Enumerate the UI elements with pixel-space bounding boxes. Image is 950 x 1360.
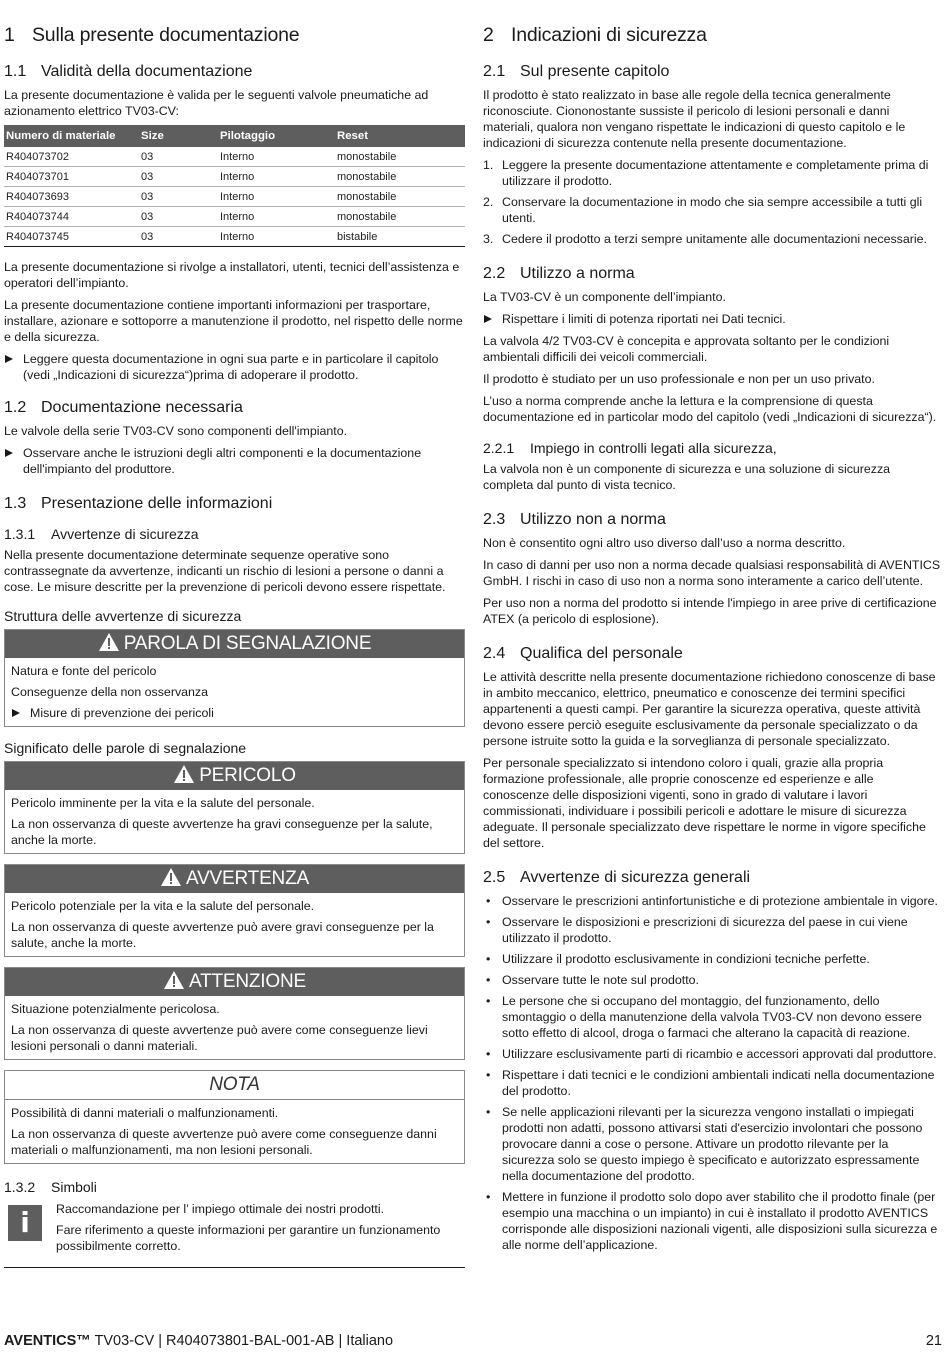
section-number: 2.5 bbox=[483, 869, 506, 886]
section-number: 1.3.1 bbox=[4, 526, 36, 542]
table-cell: monostabile bbox=[335, 207, 465, 227]
warning-text: Pericolo potenziale per la vita e la salute del personale. bbox=[11, 899, 315, 913]
table-row bbox=[4, 187, 465, 207]
step-item bbox=[483, 231, 941, 247]
warning-text: La non osservanza di queste avvertenze ha gravi conseguenze per la salute, anche la morte. bbox=[11, 817, 433, 847]
list-item: • Le persone che si occupano del montaggio, del funzionamento, dello smontaggio o della manutenzione della valvola TV03-CV non devono essere sotto effetto di alcool, droga o farmaci che alterano la capacità di reazione. bbox=[483, 993, 941, 1041]
table-cell: R404073744 bbox=[4, 207, 139, 227]
warnings-paragraph: Nella presente documentazione determinate sequenze operative sono contrassegnate da avvertenze, indicanti un rischio di lesioni a persone o danni a cose. Le misure descritte per la prevenzione di pericoli devono essere rispettate. bbox=[4, 548, 446, 594]
section-1-2-heading bbox=[4, 397, 465, 419]
list-item: • Rispettare i dati tecnici e le condizioni ambientali indicati nella documentazione del prodotto. bbox=[483, 1067, 941, 1099]
table-header-cell: Size bbox=[139, 125, 218, 147]
table-row bbox=[4, 227, 465, 247]
table-cell: Interno bbox=[218, 207, 335, 227]
section-title: Qualifica del personale bbox=[520, 645, 683, 662]
section-title: Sul presente capitolo bbox=[520, 63, 670, 80]
action-step: Leggere questa documentazione in ogni sua parte e in particolare il capitolo (vedi „Indicazioni di sicurezza“)prima di adoperare il prodotto. bbox=[4, 351, 465, 383]
table-cell: monostabile bbox=[335, 147, 465, 167]
validity-intro: La presente documentazione è valida per le seguenti valvole pneumatiche ad azionamento elettrico TV03-CV: bbox=[4, 88, 429, 118]
section-1-heading bbox=[4, 22, 465, 48]
section-2-4-heading bbox=[483, 643, 941, 665]
qualification-paragraph: Per personale specializzato si intendono coloro i quali, grazie alla propria formazione professionale, alle proprie conoscenze ed esperienze e alle conoscenze delle disposizioni vigenti, sono in grado di valutare i lavori commissionati, individuare i possibili pericoli e adottare le misure di sicurezza adeguate. Il personale specializzato deve rispettare le norme in vigore specifiche del settore. bbox=[483, 756, 926, 850]
caution-bar bbox=[5, 968, 464, 996]
list-item: • Mettere in funzione il prodotto solo dopo aver stabilito che il prodotto finale (per esempio una macchina o un impianto) in cui è installato il prodotto AVENTICS corrisponde alle disposizioni nazionali vigenti, alle disposizioni sulla sicurezza e alle norme dell’applicazione. bbox=[483, 1189, 941, 1253]
info-icon: i bbox=[8, 1205, 42, 1241]
step-number: 1. bbox=[483, 158, 494, 172]
signal-word-label: ATTENZIONE bbox=[189, 971, 306, 992]
page-number: 21 bbox=[925, 1333, 942, 1349]
document-reference: TV03-CV | R404073801-BAL-001-AB | Italiano bbox=[94, 1333, 394, 1349]
info-symbol-block bbox=[4, 1201, 465, 1268]
table-cell: R404073693 bbox=[4, 187, 139, 207]
table-cell: R404073745 bbox=[4, 227, 139, 247]
table-cell: 03 bbox=[139, 167, 218, 187]
warning-triangle-icon bbox=[98, 632, 120, 652]
section-number: 2.2 bbox=[483, 265, 506, 282]
caution-box bbox=[4, 967, 465, 1060]
table-cell: 03 bbox=[139, 147, 218, 167]
section-title: Avvertenze di sicurezza generali bbox=[520, 869, 751, 886]
list-item: • Utilizzare il prodotto esclusivamente in condizioni tecniche perfette. bbox=[483, 951, 941, 967]
list-item: • Osservare le disposizioni e prescrizioni di sicurezza del paese in cui viene utilizzato il prodotto. bbox=[483, 914, 941, 946]
warning-text: Possibilità di danni materiali o malfunzionamenti. bbox=[11, 1106, 279, 1120]
table-cell: monostabile bbox=[335, 167, 465, 187]
section-title: Utilizzo non a norma bbox=[520, 511, 666, 528]
warning-triangle-icon bbox=[160, 867, 182, 887]
section-title: Documentazione necessaria bbox=[41, 399, 243, 416]
meaning-heading: Significato delle parole di segnalazione bbox=[4, 740, 247, 756]
intended-use-paragraph: La valvola 4/2 TV03-CV è concepita e approvata soltanto per le condizioni ambientali difficili dei veicoli commerciali. bbox=[483, 334, 890, 364]
action-step: Osservare anche le istruzioni degli altri componenti e la documentazione dell'impianto del produttore. bbox=[4, 445, 465, 477]
list-item: • Utilizzare esclusivamente parti di ricambio e accessori approvati dal produttore. bbox=[483, 1046, 941, 1062]
section-title: Impiego in controlli legati alla sicurezza, bbox=[530, 440, 777, 456]
section-2-heading bbox=[483, 22, 941, 48]
structure-heading: Struttura delle avvertenze di sicurezza bbox=[4, 608, 242, 624]
table-header-cell: Numero di materiale bbox=[4, 125, 139, 147]
warning-text: La non osservanza di queste avvertenze può avere come conseguenze lievi lesioni personali o danni materiali. bbox=[11, 1023, 428, 1053]
section-number: 1.3 bbox=[4, 495, 27, 512]
step-item bbox=[483, 157, 941, 189]
section-number: 1.3.2 bbox=[4, 1179, 36, 1195]
table-row bbox=[4, 207, 465, 227]
signal-word-label: PERICOLO bbox=[199, 765, 296, 786]
section-number: 2.1 bbox=[483, 63, 506, 80]
safety-control-paragraph: La valvola non è un componente di sicurezza e una soluzione di sicurezza completa dal punto di vista tecnico. bbox=[483, 462, 891, 492]
material-table bbox=[4, 125, 465, 247]
section-1-1-heading bbox=[4, 61, 465, 83]
right-column bbox=[483, 22, 941, 1258]
note-box bbox=[4, 1070, 465, 1164]
misuse-paragraph: In caso di danni per uso non a norma decade qualsiasi responsabilità di AVENTICS GmbH. I rischi in caso di uso non a norma sono interamente a carico dell’utente. bbox=[483, 558, 941, 588]
table-cell: 03 bbox=[139, 187, 218, 207]
table-cell: Interno bbox=[218, 167, 335, 187]
warning-text: Pericolo imminente per la vita e la salute del personale. bbox=[11, 796, 315, 810]
table-cell: Interno bbox=[218, 147, 335, 167]
section-title: Validità della documentazione bbox=[41, 63, 253, 80]
consequences: Conseguenze della non osservanza bbox=[11, 685, 209, 699]
step-text: Cedere il prodotto a terzi sempre unitamente alle documentazioni necessarie. bbox=[502, 232, 927, 246]
warning-body bbox=[5, 790, 464, 853]
series-paragraph: Le valvole della serie TV03-CV sono componenti dell'impianto. bbox=[4, 424, 348, 438]
section-2-5-heading bbox=[483, 867, 941, 889]
content-paragraph: La presente documentazione contiene importanti informazioni per trasportare, installare, azionare e sottoporre a manutenzione il prodotto, nel rispetto delle norme e della sicurezza. bbox=[4, 298, 463, 344]
section-2-1-heading bbox=[483, 61, 941, 83]
warning-text: La non osservanza di queste avvertenze può avere gravi conseguenze per la salute, anche la morte. bbox=[11, 920, 434, 950]
warning-text: La non osservanza di queste avvertenze può avere come conseguenze danni materiali o malfunzionamenti, ma non lesioni personali. bbox=[11, 1127, 437, 1157]
action-step: Rispettare i limiti di potenza riportati nei Dati tecnici. bbox=[483, 311, 941, 327]
list-item: • Osservare le prescrizioni antinfortunistiche e di protezione ambientale in vigore. bbox=[483, 893, 941, 909]
section-number: 2.4 bbox=[483, 645, 506, 662]
warning-box bbox=[4, 864, 465, 957]
warning-text: Situazione potenzialmente pericolosa. bbox=[11, 1002, 220, 1016]
list-item: • Osservare tutte le note sul prodotto. bbox=[483, 972, 941, 988]
note-bar: NOTA bbox=[5, 1071, 464, 1100]
warning-body bbox=[5, 1100, 464, 1163]
table-cell: monostabile bbox=[335, 187, 465, 207]
section-number: 2.3 bbox=[483, 511, 506, 528]
section-title: Simboli bbox=[51, 1179, 97, 1195]
section-number: 2 bbox=[483, 24, 494, 46]
step-text: Leggere la presente documentazione attentamente e completamente prima di utilizzare il prodotto. bbox=[502, 158, 929, 188]
section-1-3-1-heading bbox=[4, 525, 465, 544]
section-number: 1 bbox=[4, 24, 15, 46]
intended-use-paragraph: Il prodotto è studiato per un uso professionale e non per un uso privato. bbox=[483, 372, 875, 386]
danger-box bbox=[4, 761, 465, 854]
warning-bar bbox=[5, 865, 464, 893]
section-title: Sulla presente documentazione bbox=[32, 24, 300, 46]
symbol-text: Raccomandazione per l’ impiego ottimale dei nostri prodotti. bbox=[56, 1202, 385, 1216]
step-text: Conservare la documentazione in modo che sia sempre accessibile a tutti gli utenti. bbox=[502, 195, 923, 225]
qualification-paragraph: Le attività descritte nella presente documentazione richiedono conoscenze di base in ambito meccanico, elettrico, pneumatico e conoscenze dei termini specifici appartenenti a questi campi. Per garantire la sicurezza operativa, queste attività devono essere perciò eseguite esclusivamente da personale specializzato o da persone istruite sotto la guida e la sorveglianza di personale specializzato. bbox=[483, 670, 936, 748]
table-header-cell: Reset bbox=[335, 125, 465, 147]
intended-use-paragraph: La TV03-CV è un componente dell’impianto. bbox=[483, 290, 726, 304]
audience-paragraph: La presente documentazione si rivolge a installatori, utenti, tecnici dell’assistenza e operatori dell’impianto. bbox=[4, 260, 460, 290]
symbol-text: Fare riferimento a queste informazioni per garantire un funzionamento possibilmente corretto. bbox=[56, 1223, 441, 1253]
table-cell: R404073702 bbox=[4, 147, 139, 167]
intended-use-paragraph: L’uso a norma comprende anche la lettura e la comprensione di questa documentazione ed in particolar modo del capitolo (vedi „Indicazioni di sicurezza“). bbox=[483, 394, 937, 424]
signal-word-label: PAROLA DI SEGNALAZIONE bbox=[123, 633, 372, 654]
section-2-2-1-heading bbox=[483, 439, 941, 458]
section-1-3-2-heading bbox=[4, 1178, 465, 1197]
section-number: 2.2.1 bbox=[483, 440, 515, 456]
signal-word-label: AVVERTENZA bbox=[186, 868, 309, 889]
section-number: 1.1 bbox=[4, 63, 27, 80]
warning-triangle-icon bbox=[173, 764, 195, 784]
section-1-3-heading bbox=[4, 493, 465, 515]
structure-warning-box bbox=[4, 629, 465, 727]
table-cell: Interno bbox=[218, 187, 335, 207]
hazard-source: Natura e fonte del pericolo bbox=[11, 664, 157, 678]
page-footer bbox=[4, 1332, 942, 1350]
misuse-paragraph: Non è consentito ogni altro uso diverso dall’uso a norma descritto. bbox=[483, 536, 846, 550]
table-header-row bbox=[4, 125, 465, 147]
section-title: Avvertenze di sicurezza bbox=[51, 526, 199, 542]
section-title: Presentazione delle informazioni bbox=[41, 495, 273, 512]
brand-name: AVENTICS™ bbox=[4, 1333, 91, 1349]
table-cell: bistabile bbox=[335, 227, 465, 247]
prevention-measures: Misure di prevenzione dei pericoli bbox=[11, 705, 458, 721]
table-row bbox=[4, 147, 465, 167]
table-cell: 03 bbox=[139, 207, 218, 227]
warning-body bbox=[5, 996, 464, 1059]
warning-triangle-icon bbox=[163, 970, 185, 990]
section-number: 1.2 bbox=[4, 399, 27, 416]
warning-body bbox=[5, 893, 464, 956]
warning-body bbox=[5, 658, 464, 726]
section-title: Utilizzo a norma bbox=[520, 265, 635, 282]
signal-word-bar bbox=[5, 630, 464, 658]
step-item bbox=[483, 194, 941, 226]
chapter-paragraph: Il prodotto è stato realizzato in base alle regole della tecnica generalmente riconosciute. Ciononostante sussiste il pericolo di lesioni personali e danni materiali, qualora non vengano rispettate le indicazioni di questo capitolo e le indicazioni di sicurezza contenute nella presente documentazione. bbox=[483, 88, 906, 150]
step-number: 2. bbox=[483, 195, 494, 209]
misuse-paragraph: Per uso non a norma del prodotto si intende l'impiego in aree prive di certificazione ATEX (a pericolo di esplosione). bbox=[483, 596, 937, 626]
section-title: Indicazioni di sicurezza bbox=[511, 24, 707, 46]
danger-bar bbox=[5, 762, 464, 790]
table-cell: Interno bbox=[218, 227, 335, 247]
table-header-cell: Pilotaggio bbox=[218, 125, 335, 147]
table-cell: R404073701 bbox=[4, 167, 139, 187]
table-row bbox=[4, 167, 465, 187]
step-number: 3. bbox=[483, 232, 494, 246]
list-item: • Se nelle applicazioni rilevanti per la sicurezza vengono installati o impiegati prodotti non adatti, possono attivarsi stati d'esercizio involontari che possono provocare danni a cose o persone. Attivare un prodotto rilevante per la sicurezza solo se questo impiego è specificato e autorizzato espressamente nella documentazione del prodotto. bbox=[483, 1104, 941, 1184]
section-2-2-heading bbox=[483, 263, 941, 285]
section-2-3-heading bbox=[483, 509, 941, 531]
table-cell: 03 bbox=[139, 227, 218, 247]
left-column bbox=[4, 22, 465, 1268]
